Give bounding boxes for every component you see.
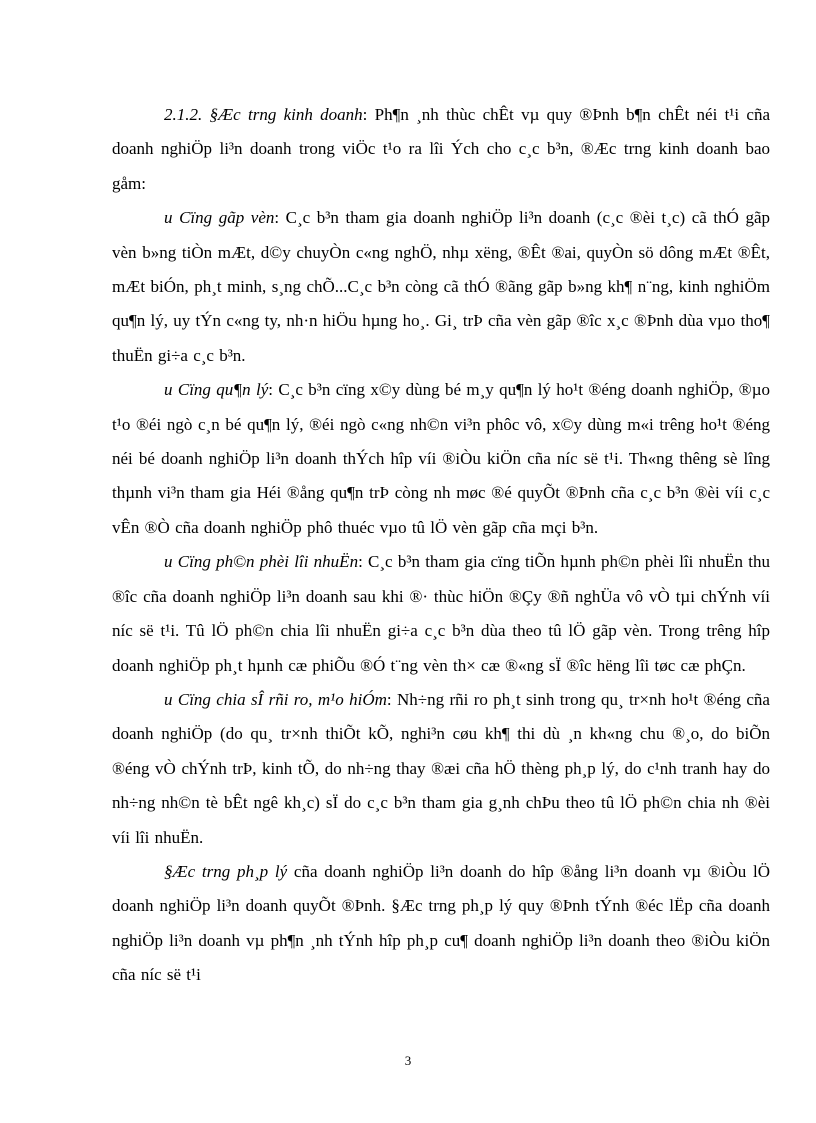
- paragraph-legal-characteristics: [112, 855, 770, 993]
- paragraph-text: : C¸c b³n tham gia doanh nghiÖp li³n doanh (c¸c ®èi t¸c) cã thÓ gãp vèn b»ng tiÒn mÆt, d©y chuyÒn c«ng nghÖ, nhµ xëng, ®Êt ®ai, quyÒn sö dông mÆt ®Êt, mÆt biÓn, ph¸t minh, s¸ng chÕ...C¸c b³n còng cã thÓ ®ãng gãp b»ng kh¶ n¨ng, kinh nghiÖm qu¶n lý, uy tÝn c«ng ty, nh·n hiÖu hµng ho¸. Gi¸ trÞ cña vèn gãp ®îc x¸c ®Þnh dùa vµo tho¶ thuËn gi÷a c¸c b³n.: [112, 208, 770, 365]
- paragraph-heading: u Cïng gãp vèn: [164, 208, 275, 228]
- paragraph-business-characteristics: [112, 98, 770, 201]
- paragraph-joint-capital: [112, 201, 770, 373]
- document-body: [112, 98, 770, 993]
- paragraph-profit-distribution: [112, 545, 770, 683]
- paragraph-joint-management: [112, 373, 770, 545]
- paragraph-risk-sharing: [112, 683, 770, 855]
- paragraph-heading: u Cïng chia sÎ rñi ro, m¹o hiÓm: [164, 689, 387, 709]
- page-number: 3: [404, 1053, 412, 1068]
- paragraph-heading: §Æc trng ph¸p lý: [164, 861, 288, 881]
- paragraph-heading: u Cïng ph©n phèi lîi nhuËn: [164, 552, 359, 572]
- paragraph-text: cña doanh nghiÖp li³n doanh do hîp ®ång li³n doanh vµ ®iÒu lÖ doanh nghiÖp li³n doanh quyÕt ®Þnh. §Æc trng ph¸p lý quy ®Þnh tÝnh ®éc lËp cña doanh nghiÖp li³n doanh vµ ph¶n ¸nh tÝnh hîp ph¸p cu¶ doanh nghiÖp li³n doanh theo ®iÒu kiÖn cña níc së t¹i: [112, 861, 770, 985]
- paragraph-heading: u Cïng qu¶n lý: [164, 380, 269, 400]
- paragraph-text: : Ph¶n ¸nh thùc chÊt vµ quy ®Þnh b¶n chÊt néi t¹i cña doanh nghiÖp li³n doanh trong viÖc t¹o ra lîi Ých cho c¸c b³n, ®Æc trng kinh doanh bao gåm:: [112, 105, 770, 193]
- paragraph-text: : Nh÷ng rñi ro ph¸t sinh trong qu¸ tr×nh ho¹t ®éng cña doanh nghiÖp (do qu¸ tr×nh thiÕt kÕ, nghi³n cøu kh¶ thi dù ¸n kh«ng chu ®¸o, do biÕn ®éng vÒ chÝnh trÞ, kinh tÕ, do nh÷ng thay ®æi cña hÖ thèng ph¸p lý, do c¹nh tranh hay do nh÷ng nh©n tè bÊt ngê kh¸c) sÏ do c¸c b³n tham gia g¸nh chÞu theo tû lÖ ph©n chia nh ®èi víi lîi nhuËn.: [112, 689, 770, 847]
- paragraph-text: : C¸c b³n tham gia cïng tiÕn hµnh ph©n phèi lîi nhuËn thu ®îc cña doanh nghiÖp li³n doanh sau khi ®· thùc hiÖn ®Çy ®ñ nghÜa vô vÒ tµi chÝnh víi níc së t¹i. Tû lÖ ph©n chia lîi nhuËn gi÷a c¸c b³n dùa theo tû lÖ gãp vèn. Trong trêng hîp doanh nghiÖp ph¸t hµnh cæ phiÕu ®Ó t¨ng vèn th× cæ ®«ng sÏ ®îc hëng lîi tøc cæ phÇn.: [112, 552, 770, 675]
- paragraph-text: : C¸c b³n cïng x©y dùng bé m¸y qu¶n lý ho¹t ®éng doanh nghiÖp, ®µo t¹o ®éi ngò c¸n bé qu¶n lý, ®éi ngò c«ng nh©n vi³n phôc vô, x©y dùng m«i trêng ho¹t ®éng néi bé doanh nghiÖp li³n doanh thÝch hîp víi ®iÒu kiÖn cña níc së t¹i. Th«ng thêng sè lîng thµnh vi³n tham gia Héi ®ång qu¶n trÞ còng nh møc ®é quyÕt ®Þnh cña c¸c b³n ®èi víi c¸c vÊn ®Ò cña doanh nghiÖp phô thuéc vµo tû lÖ vèn gãp cña mçi b³n.: [112, 380, 770, 537]
- paragraph-heading: 2.1.2. §Æc trng kinh doanh: [164, 105, 363, 124]
